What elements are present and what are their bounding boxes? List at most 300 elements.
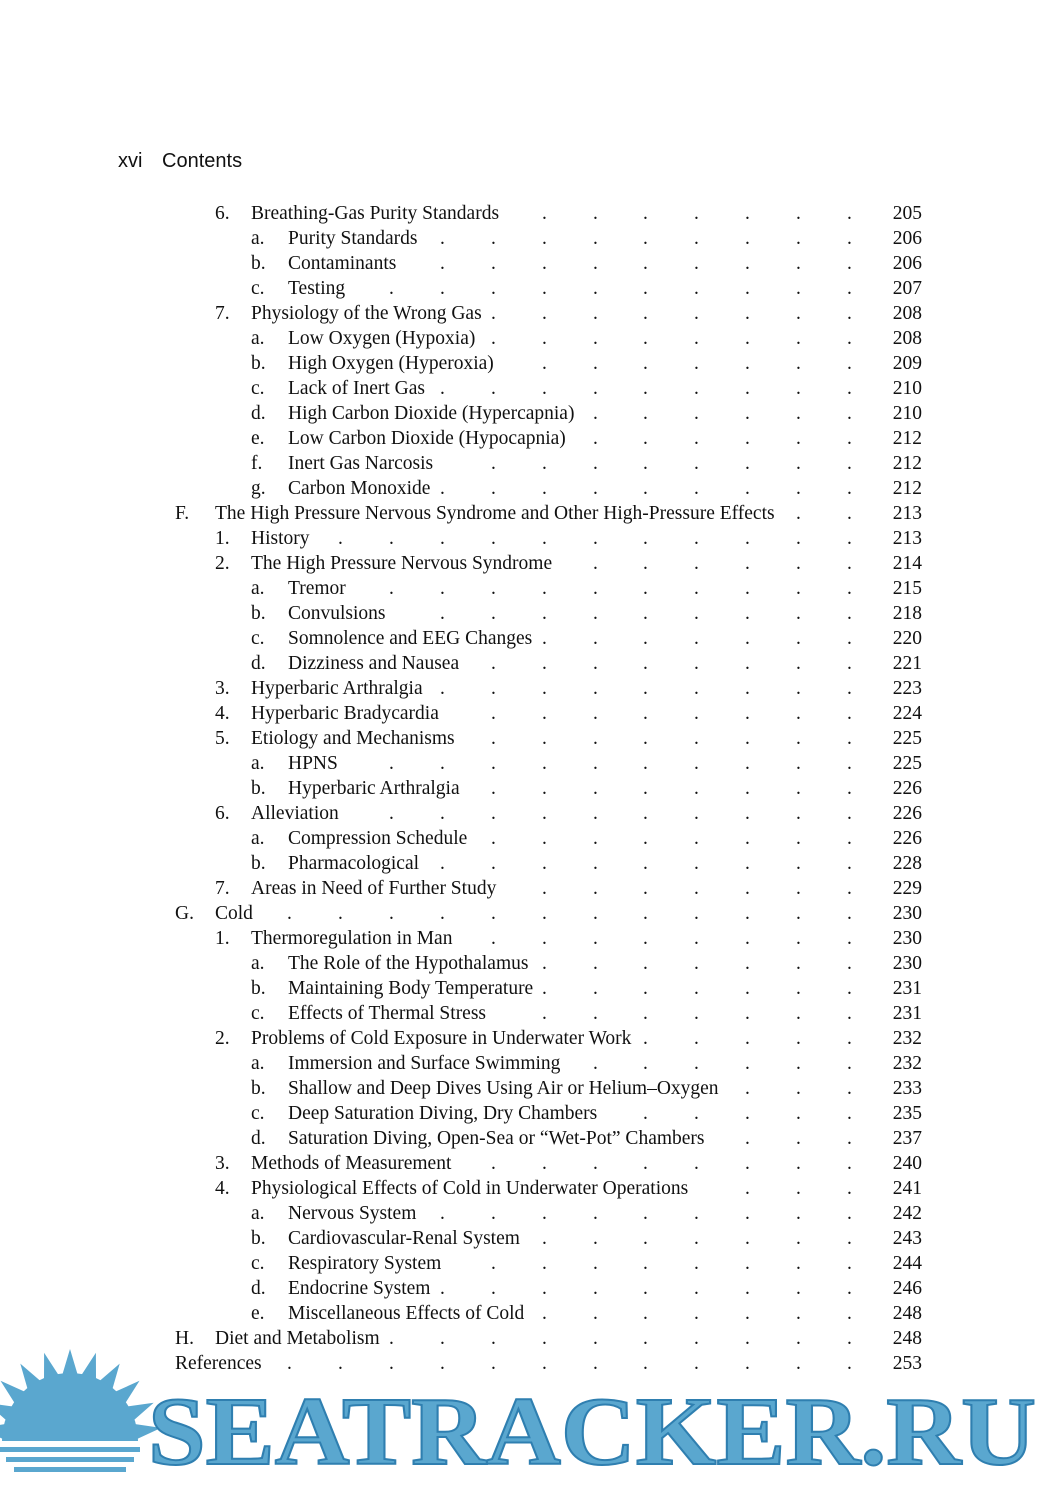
leader-dot: . — [389, 278, 394, 299]
toc-entry-page: 243 — [892, 1228, 922, 1249]
leader-dot: . — [593, 1228, 598, 1249]
toc-entry-page: 210 — [892, 378, 922, 399]
leader-dot: . — [847, 603, 852, 624]
leader-dot: . — [796, 553, 801, 574]
toc-entry-page: 224 — [892, 703, 922, 724]
toc-entry — [0, 1276, 1050, 1301]
toc-entry-title: Hyperbaric Arthralgia — [251, 678, 423, 699]
leader-dot: . — [796, 1153, 801, 1174]
toc-entry-number: d. — [251, 1128, 266, 1149]
leader-dot: . — [542, 253, 547, 274]
leader-dot: . — [491, 1253, 496, 1274]
leader-dot: . — [643, 1003, 648, 1024]
leader-dot: . — [643, 1053, 648, 1074]
leader-dot: . — [643, 553, 648, 574]
leader-dot: . — [796, 678, 801, 699]
leader-dot: . — [593, 403, 598, 424]
leader-dot: . — [796, 253, 801, 274]
leader-dot: . — [491, 303, 496, 324]
leader-dot: . — [796, 728, 801, 749]
leader-dot: . — [694, 878, 699, 899]
leader-dot: . — [694, 203, 699, 224]
leader-dot: . — [847, 1328, 852, 1349]
toc-entry-page: 232 — [892, 1053, 922, 1074]
leader-dot: . — [542, 353, 547, 374]
watermark-text: SEATRACKER.RU — [148, 1378, 1036, 1486]
toc-entry-title: Deep Saturation Diving, Dry Chambers — [288, 1103, 598, 1124]
leader-dot: . — [694, 1003, 699, 1024]
leader-dot: . — [643, 578, 648, 599]
toc-entry-page: 214 — [892, 553, 922, 574]
leader-dot: . — [643, 953, 648, 974]
toc-entry — [0, 401, 1050, 426]
leader-dot: . — [847, 1303, 852, 1324]
toc-entry-page: 205 — [892, 203, 922, 224]
toc-entry-title: Miscellaneous Effects of Cold — [288, 1303, 525, 1324]
toc-entry-title: Cold — [215, 903, 253, 924]
leader-dot: . — [694, 678, 699, 699]
leader-dot: . — [796, 228, 801, 249]
toc-entry-number: a. — [251, 1053, 265, 1074]
leader-dot: . — [694, 1328, 699, 1349]
leader-dot: . — [796, 1278, 801, 1299]
leader-dot: . — [440, 803, 445, 824]
leader-dot: . — [796, 453, 801, 474]
leader-dot: . — [440, 853, 445, 874]
leader-dot: . — [796, 1003, 801, 1024]
leader-dot: . — [643, 478, 648, 499]
leader-dot: . — [542, 453, 547, 474]
leader-dot: . — [745, 828, 750, 849]
leader-dot: . — [593, 903, 598, 924]
leader-dot: . — [796, 828, 801, 849]
toc-entry-title: Contaminants — [288, 253, 397, 274]
leader-dot: . — [694, 953, 699, 974]
leader-dot: . — [643, 703, 648, 724]
leader-dot: . — [643, 603, 648, 624]
leader-dot: . — [542, 478, 547, 499]
toc-entry — [0, 851, 1050, 876]
toc-entry-page: 226 — [892, 778, 922, 799]
leader-dot: . — [796, 703, 801, 724]
toc-entry-number: F. — [175, 503, 190, 524]
toc-entry-number: 2. — [215, 1028, 230, 1049]
leader-dot: . — [796, 578, 801, 599]
toc-entry-page: 226 — [892, 803, 922, 824]
leader-dot: . — [847, 728, 852, 749]
leader-dot: . — [440, 528, 445, 549]
toc-entry-title: Diet and Metabolism — [215, 1328, 380, 1349]
leader-dot: . — [745, 678, 750, 699]
leader-dot: . — [745, 278, 750, 299]
leader-dot: . — [847, 978, 852, 999]
toc-entry-number: 7. — [215, 878, 230, 899]
leader-dot: . — [847, 1153, 852, 1174]
toc-entry-title: Physiology of the Wrong Gas — [251, 303, 482, 324]
leader-dot: . — [491, 853, 496, 874]
leader-dot: . — [389, 528, 394, 549]
leader-dot: . — [542, 1203, 547, 1224]
leader-dot: . — [694, 653, 699, 674]
leader-dot: . — [694, 403, 699, 424]
leader-dot: . — [542, 1328, 547, 1349]
leader-dot: . — [643, 778, 648, 799]
leader-dot: . — [796, 803, 801, 824]
leader-dot: . — [847, 903, 852, 924]
toc-entry-number: a. — [251, 753, 265, 774]
leader-dot: . — [643, 853, 648, 874]
leader-dot: . — [745, 803, 750, 824]
toc-entry-title: Physiological Effects of Cold in Underwater Operations — [251, 1178, 689, 1199]
leader-dot: . — [745, 1353, 750, 1374]
leader-dot: . — [542, 728, 547, 749]
toc-entry-number: a. — [251, 228, 265, 249]
toc-entry-number: 5. — [215, 728, 230, 749]
leader-dot: . — [643, 728, 648, 749]
toc-entry-title: The High Pressure Nervous Syndrome and Other High-Pressure Effects — [215, 503, 775, 524]
toc-entry-page: 212 — [892, 478, 922, 499]
toc-entry-page: 246 — [892, 1278, 922, 1299]
leader-dot: . — [694, 1303, 699, 1324]
leader-dot: . — [847, 453, 852, 474]
leader-dot: . — [491, 1278, 496, 1299]
toc-entry-number: a. — [251, 328, 265, 349]
leader-dot: . — [694, 778, 699, 799]
toc-entry — [0, 651, 1050, 676]
leader-dot: . — [593, 828, 598, 849]
toc-entry-page: 221 — [892, 653, 922, 674]
leader-dot: . — [796, 653, 801, 674]
leader-dot: . — [745, 878, 750, 899]
toc-entry-page: 230 — [892, 928, 922, 949]
leader-dot: . — [694, 753, 699, 774]
leader-dot: . — [847, 353, 852, 374]
toc-entry-number: c. — [251, 378, 265, 399]
leader-dot: . — [440, 378, 445, 399]
leader-dot: . — [643, 403, 648, 424]
leader-dot: . — [643, 903, 648, 924]
leader-dot: . — [847, 1228, 852, 1249]
leader-dot: . — [796, 1353, 801, 1374]
toc-entry-number: G. — [175, 903, 194, 924]
leader-dot: . — [847, 1178, 852, 1199]
leader-dot: . — [796, 1303, 801, 1324]
toc-entry-number: c. — [251, 278, 265, 299]
leader-dot: . — [796, 478, 801, 499]
toc-entry-page: 244 — [892, 1253, 922, 1274]
toc-entry — [0, 801, 1050, 826]
leader-dot: . — [643, 253, 648, 274]
leader-dot: . — [593, 1153, 598, 1174]
leader-dot: . — [847, 1103, 852, 1124]
page-title: Contents — [162, 150, 243, 172]
leader-dot: . — [745, 778, 750, 799]
toc-entry — [0, 1226, 1050, 1251]
leader-dot: . — [796, 203, 801, 224]
leader-dot: . — [796, 903, 801, 924]
leader-dot: . — [847, 478, 852, 499]
leader-dot: . — [694, 478, 699, 499]
leader-dot: . — [796, 428, 801, 449]
leader-dot: . — [694, 628, 699, 649]
toc-entry — [0, 1176, 1050, 1201]
leader-dot: . — [643, 1253, 648, 1274]
toc-entry-title: Methods of Measurement — [251, 1153, 452, 1174]
toc-entry-number: H. — [175, 1328, 194, 1349]
toc-entry-number: b. — [251, 253, 266, 274]
leader-dot: . — [491, 378, 496, 399]
leader-dot: . — [694, 978, 699, 999]
sun-stripe — [14, 1467, 126, 1472]
leader-dot: . — [745, 353, 750, 374]
leader-dot: . — [745, 1203, 750, 1224]
toc-entry-number: f. — [251, 453, 263, 474]
toc-entry-page: 248 — [892, 1328, 922, 1349]
toc-entry — [0, 301, 1050, 326]
leader-dot: . — [338, 528, 343, 549]
leader-dot: . — [847, 703, 852, 724]
leader-dot: . — [338, 1353, 343, 1374]
leader-dot: . — [745, 853, 750, 874]
leader-dot: . — [440, 1328, 445, 1349]
leader-dot: . — [542, 703, 547, 724]
leader-dot: . — [694, 553, 699, 574]
leader-dot: . — [491, 678, 496, 699]
leader-dot: . — [796, 278, 801, 299]
toc-entry-number: c. — [251, 1003, 265, 1024]
leader-dot: . — [643, 1278, 648, 1299]
toc-entry-title: Saturation Diving, Open-Sea or “Wet-Pot” Chambers — [288, 1128, 705, 1149]
leader-dot: . — [593, 678, 598, 699]
leader-dot: . — [745, 703, 750, 724]
leader-dot: . — [593, 478, 598, 499]
leader-dot: . — [491, 453, 496, 474]
leader-dot: . — [542, 228, 547, 249]
sun-stripe — [0, 1447, 140, 1452]
leader-dot: . — [745, 603, 750, 624]
toc-entry-page: 229 — [892, 878, 922, 899]
leader-dot: . — [694, 378, 699, 399]
toc-entry-page: 253 — [892, 1353, 922, 1374]
leader-dot: . — [593, 928, 598, 949]
leader-dot: . — [643, 1353, 648, 1374]
leader-dot: . — [847, 278, 852, 299]
leader-dot: . — [542, 1353, 547, 1374]
toc-entry-title: Compression Schedule — [288, 828, 468, 849]
leader-dot: . — [847, 328, 852, 349]
leader-dot: . — [694, 928, 699, 949]
toc-entry-number: b. — [251, 1078, 266, 1099]
leader-dot: . — [542, 1278, 547, 1299]
leader-dot: . — [593, 378, 598, 399]
leader-dot: . — [542, 1228, 547, 1249]
leader-dot: . — [847, 553, 852, 574]
toc-entry-number: a. — [251, 828, 265, 849]
leader-dot: . — [694, 1353, 699, 1374]
leader-dot: . — [542, 1303, 547, 1324]
leader-dot: . — [745, 1153, 750, 1174]
toc-entry-page: 248 — [892, 1303, 922, 1324]
toc-entry — [0, 1076, 1050, 1101]
leader-dot: . — [745, 728, 750, 749]
leader-dot: . — [745, 1028, 750, 1049]
leader-dot: . — [593, 1328, 598, 1349]
leader-dot: . — [847, 503, 852, 524]
toc-entry-title: Immersion and Surface Swimming — [288, 1053, 561, 1074]
toc-entry-number: d. — [251, 653, 266, 674]
leader-dot: . — [593, 578, 598, 599]
leader-dot: . — [745, 1278, 750, 1299]
leader-dot: . — [440, 578, 445, 599]
leader-dot: . — [542, 278, 547, 299]
leader-dot: . — [338, 903, 343, 924]
leader-dot: . — [847, 878, 852, 899]
leader-dot: . — [694, 453, 699, 474]
leader-dot: . — [847, 428, 852, 449]
leader-dot: . — [491, 528, 496, 549]
toc-entry-title: References — [175, 1353, 262, 1374]
leader-dot: . — [694, 1278, 699, 1299]
toc-entry-page: 209 — [892, 353, 922, 374]
leader-dot: . — [643, 1103, 648, 1124]
leader-dot: . — [796, 1203, 801, 1224]
leader-dot: . — [796, 1253, 801, 1274]
leader-dot: . — [542, 1253, 547, 1274]
toc-entry — [0, 451, 1050, 476]
toc-entry-number: d. — [251, 1278, 266, 1299]
leader-dot: . — [796, 1328, 801, 1349]
toc-entry-title: Breathing-Gas Purity Standards — [251, 203, 500, 224]
leader-dot: . — [847, 1003, 852, 1024]
toc-entry — [0, 1001, 1050, 1026]
toc-entry-number: b. — [251, 1228, 266, 1249]
leader-dot: . — [593, 203, 598, 224]
leader-dot: . — [542, 603, 547, 624]
leader-dot: . — [694, 1203, 699, 1224]
toc-entry — [0, 1251, 1050, 1276]
leader-dot: . — [847, 853, 852, 874]
watermark — [0, 1346, 1050, 1500]
leader-dot: . — [593, 1353, 598, 1374]
toc-entry-title: Purity Standards — [288, 228, 418, 249]
leader-dot: . — [542, 928, 547, 949]
toc-entry — [0, 226, 1050, 251]
leader-dot: . — [593, 553, 598, 574]
leader-dot: . — [745, 1178, 750, 1199]
toc-entry-page: 212 — [892, 453, 922, 474]
leader-dot: . — [593, 228, 598, 249]
leader-dot: . — [643, 1303, 648, 1324]
toc-entry-number: a. — [251, 953, 265, 974]
leader-dot: . — [847, 928, 852, 949]
leader-dot: . — [593, 753, 598, 774]
leader-dot: . — [542, 1003, 547, 1024]
leader-dot: . — [745, 753, 750, 774]
leader-dot: . — [796, 328, 801, 349]
toc-entry-number: 3. — [215, 1153, 230, 1174]
toc-entry-number: c. — [251, 1253, 265, 1274]
leader-dot: . — [643, 328, 648, 349]
leader-dot: . — [542, 753, 547, 774]
leader-dot: . — [440, 228, 445, 249]
toc-entry-number: 4. — [215, 703, 230, 724]
leader-dot: . — [694, 853, 699, 874]
toc-entry-title: Areas in Need of Further Study — [251, 878, 497, 899]
leader-dot: . — [643, 928, 648, 949]
leader-dot: . — [694, 603, 699, 624]
sun-icon — [0, 1349, 161, 1472]
toc-entry — [0, 901, 1050, 926]
leader-dot: . — [745, 1228, 750, 1249]
toc-entry-title: Low Carbon Dioxide (Hypocapnia) — [288, 428, 566, 449]
toc-entry — [0, 276, 1050, 301]
leader-dot: . — [847, 1353, 852, 1374]
leader-dot: . — [593, 628, 598, 649]
leader-dot: . — [643, 653, 648, 674]
leader-dot: . — [542, 653, 547, 674]
leader-dot: . — [491, 253, 496, 274]
leader-dot: . — [745, 528, 750, 549]
leader-dot: . — [542, 528, 547, 549]
leader-dot: . — [440, 603, 445, 624]
leader-dot: . — [643, 1028, 648, 1049]
toc-entry-page: 206 — [892, 253, 922, 274]
leader-dot: . — [643, 453, 648, 474]
leader-dot: . — [491, 328, 496, 349]
leader-dot: . — [745, 653, 750, 674]
toc-entry-title: Testing — [288, 278, 346, 299]
toc-entry — [0, 251, 1050, 276]
leader-dot: . — [796, 1053, 801, 1074]
toc-entry-title: High Oxygen (Hyperoxia) — [288, 353, 494, 374]
leader-dot: . — [847, 378, 852, 399]
toc-entry-page: 230 — [892, 953, 922, 974]
toc-entry-number: c. — [251, 628, 265, 649]
leader-dot: . — [694, 1053, 699, 1074]
leader-dot: . — [847, 203, 852, 224]
leader-dot: . — [593, 303, 598, 324]
toc-entry-title: Endocrine System — [288, 1278, 431, 1299]
leader-dot: . — [542, 803, 547, 824]
leader-dot: . — [643, 803, 648, 824]
leader-dot: . — [389, 1328, 394, 1349]
leader-dot: . — [847, 653, 852, 674]
leader-dot: . — [643, 1153, 648, 1174]
leader-dot: . — [694, 803, 699, 824]
leader-dot: . — [745, 1003, 750, 1024]
leader-dot: . — [694, 728, 699, 749]
toc-entry — [0, 501, 1050, 526]
leader-dot: . — [745, 928, 750, 949]
toc-entry-number: 1. — [215, 528, 230, 549]
toc-entry-page: 208 — [892, 328, 922, 349]
leader-dot: . — [542, 828, 547, 849]
leader-dot: . — [491, 803, 496, 824]
toc-entry-title: History — [251, 528, 310, 549]
toc-entry-title: Effects of Thermal Stress — [288, 1003, 487, 1024]
leader-dot: . — [593, 1303, 598, 1324]
leader-dot: . — [745, 253, 750, 274]
leader-dot: . — [389, 803, 394, 824]
leader-dot: . — [796, 1078, 801, 1099]
leader-dot: . — [542, 778, 547, 799]
leader-dot: . — [491, 653, 496, 674]
page-header — [118, 150, 242, 173]
toc-entry-number: 1. — [215, 928, 230, 949]
toc-entry — [0, 751, 1050, 776]
toc-entry-number: c. — [251, 1103, 265, 1124]
toc-entry-page: 225 — [892, 753, 922, 774]
